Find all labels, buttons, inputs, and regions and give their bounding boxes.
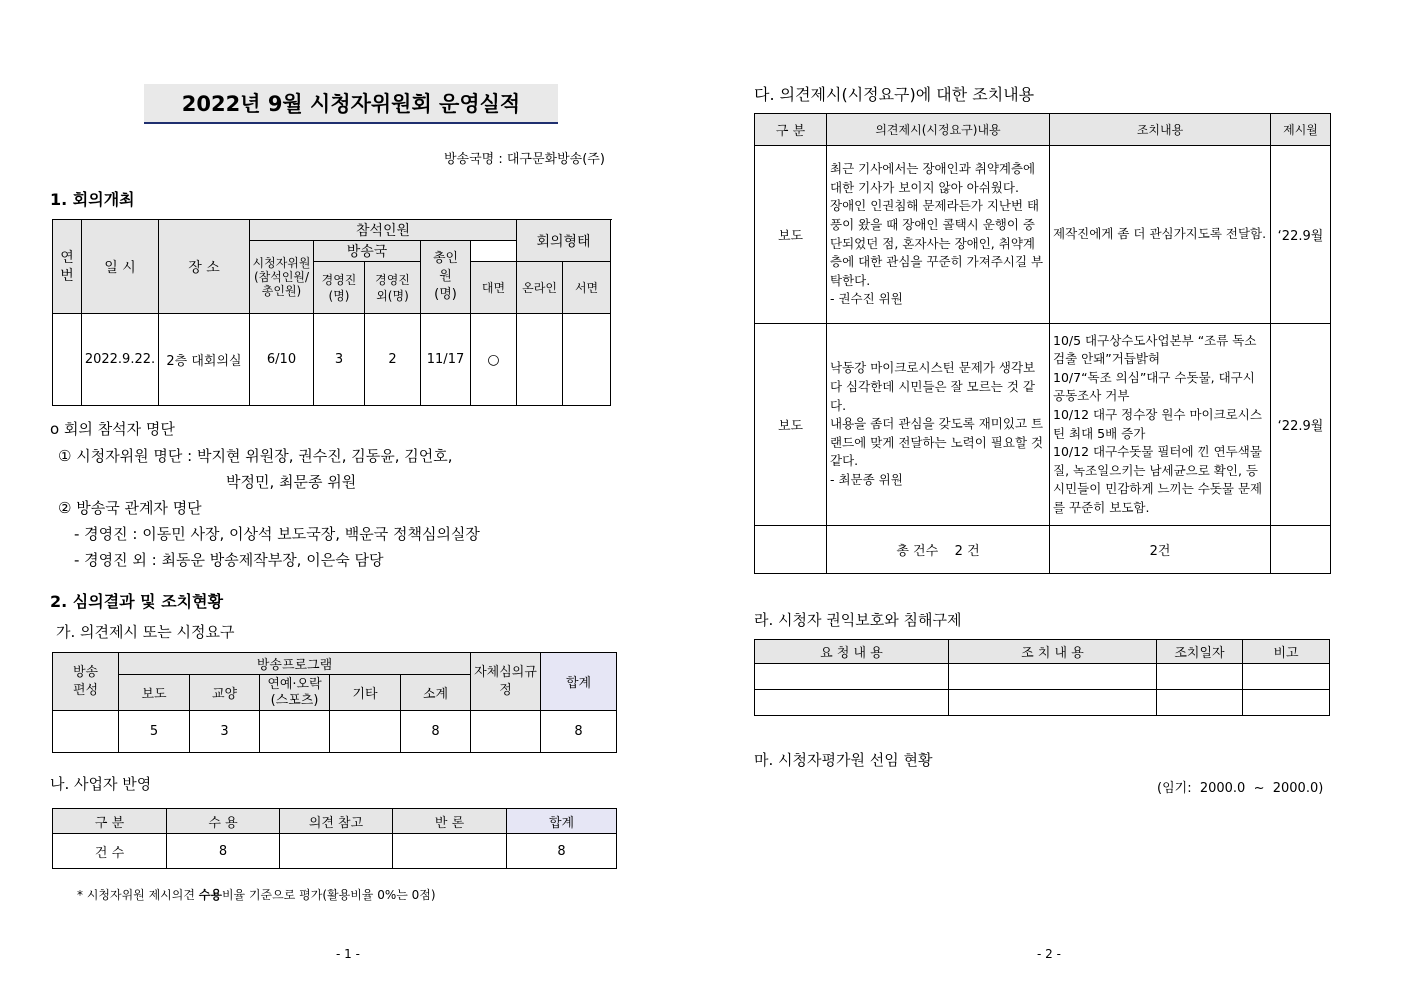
cell-sum: 8 — [507, 834, 617, 869]
col-request: 요 청 내 용 — [755, 640, 949, 664]
col-note: 비고 — [1243, 640, 1330, 664]
sub-ga-heading: 가. 의견제시 또는 시정요구 — [56, 623, 235, 641]
cell-action — [949, 664, 1157, 690]
col-viewer-members: 시청자위원(참석인원/총인원) — [250, 241, 314, 314]
cell-etc — [330, 711, 401, 753]
attendees-exec: - 경영진 : 이동민 사장, 이상석 보도국장, 백운국 정책심의실장 — [74, 525, 480, 543]
cell-nonexec: 2 — [365, 314, 421, 406]
page-number-2: - 2 - — [1037, 947, 1061, 961]
sub-ra-heading: 라. 시청자 권익보호와 침해구제 — [754, 611, 962, 629]
cell-action — [949, 690, 1157, 716]
cell-subtotal: 8 — [401, 711, 471, 753]
cell-action-date — [1157, 690, 1243, 716]
cell-culture: 3 — [190, 711, 260, 753]
section-1-heading: 1. 회의개최 — [50, 190, 135, 209]
sub-na-heading: 나. 사업자 반영 — [50, 775, 152, 793]
cell-self-rule — [471, 711, 541, 753]
cell-month: ‘22.9월 — [1271, 146, 1331, 324]
cell-action: 제작진에게 좀 더 관심가지도록 전달함. — [1050, 146, 1271, 324]
attendees-heading: o 회의 참석자 명단 — [50, 420, 175, 438]
broadcaster-name: 방송국명 : 대구문화방송(주) — [444, 152, 605, 167]
cell-action-date — [1157, 664, 1243, 690]
cell-entertainment — [260, 711, 330, 753]
cell-total: 11/17 — [421, 314, 471, 406]
col-action: 조 치 내 용 — [949, 640, 1157, 664]
cell-month: ‘22.9월 — [1271, 324, 1331, 526]
col-action: 조치내용 — [1050, 114, 1271, 146]
table-row — [53, 834, 617, 869]
cell-category: 보도 — [755, 146, 827, 324]
col-face: 대면 — [471, 262, 517, 314]
sub-da-heading: 다. 의견제시(시정요구)에 대한 조치내용 — [754, 85, 1035, 104]
table-row — [53, 314, 611, 406]
col-station: 방송국 — [314, 241, 421, 262]
page-number-1: - 1 - — [336, 947, 360, 961]
table-row — [755, 664, 1330, 690]
col-sum: 합계 — [507, 809, 617, 834]
cell-accept: 8 — [167, 834, 280, 869]
cell-content: 최근 기사에서는 장애인과 취약계층에 대한 기사가 보이지 않아 아쉬웠다. 장애인 인권침해 문제라든가 지난번 태풍이 왔을 때 장애인 콜택시 운행이 중단되었던 점, 혼자사는 장애인, 취약계층에 대한 관심을 꾸준히 가져주시길 부탁한다. - 권수진 위원 — [827, 146, 1050, 324]
col-action-date: 조치일자 — [1157, 640, 1243, 664]
cell-rebuttal — [393, 834, 507, 869]
cell-written — [563, 314, 611, 406]
sub-ma-heading: 마. 시청자평가원 선임 현황 — [754, 751, 933, 769]
cell-action: 10/5 대구상수도사업본부 “조류 독소 검출 안돼”거듭밝혀 10/7“독조 의심”대구 수돗물, 대구시 공동조사 거부 10/12 대구 정수장 원수 마이크로시스틴 최대 5배 증가 10/12 대구수돗물 필터에 낀 연두색물질, 녹조일으키는 남세균으로 확인, 등 시민들이 민감하게 느끼는 수돗물 문제를 꾸준히 보도함. — [1050, 324, 1271, 526]
cell-exec: 3 — [314, 314, 365, 406]
opinion-count-table — [52, 652, 617, 753]
col-entertainment: 연예·오락(스포츠) — [260, 675, 330, 711]
col-reference: 의견 참고 — [280, 809, 393, 834]
cell-note — [1243, 690, 1330, 716]
cell-viewer: 6/10 — [250, 314, 314, 406]
cell-date: 2022.9.22. — [82, 314, 159, 406]
cell-total-category — [755, 526, 827, 574]
cell-request — [755, 690, 949, 716]
reflection-table — [52, 808, 617, 869]
cell-org — [53, 711, 119, 753]
attendees-station: ② 방송국 관계자 명단 — [58, 499, 202, 517]
cell-seq — [53, 314, 82, 406]
cell-total-count: 총 건수 2 건 — [827, 526, 1050, 574]
cell-request — [755, 664, 949, 690]
col-content: 의견제시(시정요구)내용 — [827, 114, 1050, 146]
attendees-viewer-line2: 박정민, 최문종 위원 — [226, 473, 357, 491]
col-etc: 기타 — [330, 675, 401, 711]
cell-face: ○ — [471, 314, 517, 406]
evaluator-term: (임기: 2000.0 ~ 2000.0) — [1157, 781, 1324, 796]
col-rebuttal: 반 론 — [393, 809, 507, 834]
col-attendance: 참석인원 — [250, 220, 517, 241]
cell-category: 보도 — [755, 324, 827, 526]
col-month: 제시월 — [1271, 114, 1331, 146]
cell-total-action: 2건 — [1050, 526, 1271, 574]
col-category: 구 분 — [53, 809, 167, 834]
attendees-nonexec: - 경영진 외 : 최동운 방송제작부장, 이은숙 담당 — [74, 551, 384, 569]
cell-note — [1243, 664, 1330, 690]
cell-reference — [280, 834, 393, 869]
rights-table — [754, 639, 1330, 716]
col-total: 총인원(명) — [421, 241, 471, 314]
col-news: 보도 — [119, 675, 190, 711]
col-sum: 합계 — [541, 653, 617, 711]
section-2-heading: 2. 심의결과 및 조치현황 — [50, 592, 224, 611]
table-row — [755, 690, 1330, 716]
col-subtotal: 소계 — [401, 675, 471, 711]
col-nonexec: 경영진외(명) — [365, 262, 421, 314]
col-exec: 경영진(명) — [314, 262, 365, 314]
table-row — [755, 324, 1331, 526]
cell-total-month — [1271, 526, 1331, 574]
col-place: 장 소 — [159, 220, 250, 314]
page-title: 2022년 9월 시청자위원회 운영실적 — [144, 84, 558, 124]
cell-content: 낙동강 마이크로시스틴 문제가 생각보다 심각한데 시민들은 잘 모르는 것 같다. 내용을 좀더 관심을 갖도록 재미있고 트랜드에 맞게 전달하는 노력이 필요할 것 같다. - 최문종 위원 — [827, 324, 1050, 526]
cell-news: 5 — [119, 711, 190, 753]
cell-sum: 8 — [541, 711, 617, 753]
cell-place: 2층 대회의실 — [159, 314, 250, 406]
col-culture: 교양 — [190, 675, 260, 711]
col-self-rule: 자체심의규정 — [471, 653, 541, 711]
action-table — [754, 113, 1331, 574]
table-row — [53, 711, 617, 753]
attendees-viewer-line1: ① 시청자위원 명단 : 박지현 위원장, 권수진, 김동윤, 김언호, — [58, 447, 453, 465]
meeting-table — [52, 219, 611, 406]
col-online: 온라인 — [517, 262, 563, 314]
col-meeting-form: 회의형태 — [517, 220, 611, 262]
table-row — [755, 146, 1331, 324]
col-org: 방송편성 — [53, 653, 119, 711]
col-accept: 수 용 — [167, 809, 280, 834]
col-seq: 연번 — [53, 220, 82, 314]
col-category: 구 분 — [755, 114, 827, 146]
col-written: 서면 — [563, 262, 611, 314]
table-total-row — [755, 526, 1331, 574]
cell-online — [517, 314, 563, 406]
col-program: 방송프로그램 — [119, 653, 471, 675]
footnote: * 시청자위원 제시의견 수용비율 기준으로 평가(활용비율 0%는 0점) — [77, 888, 436, 902]
cell-category: 건 수 — [53, 834, 167, 869]
col-date: 일 시 — [82, 220, 159, 314]
